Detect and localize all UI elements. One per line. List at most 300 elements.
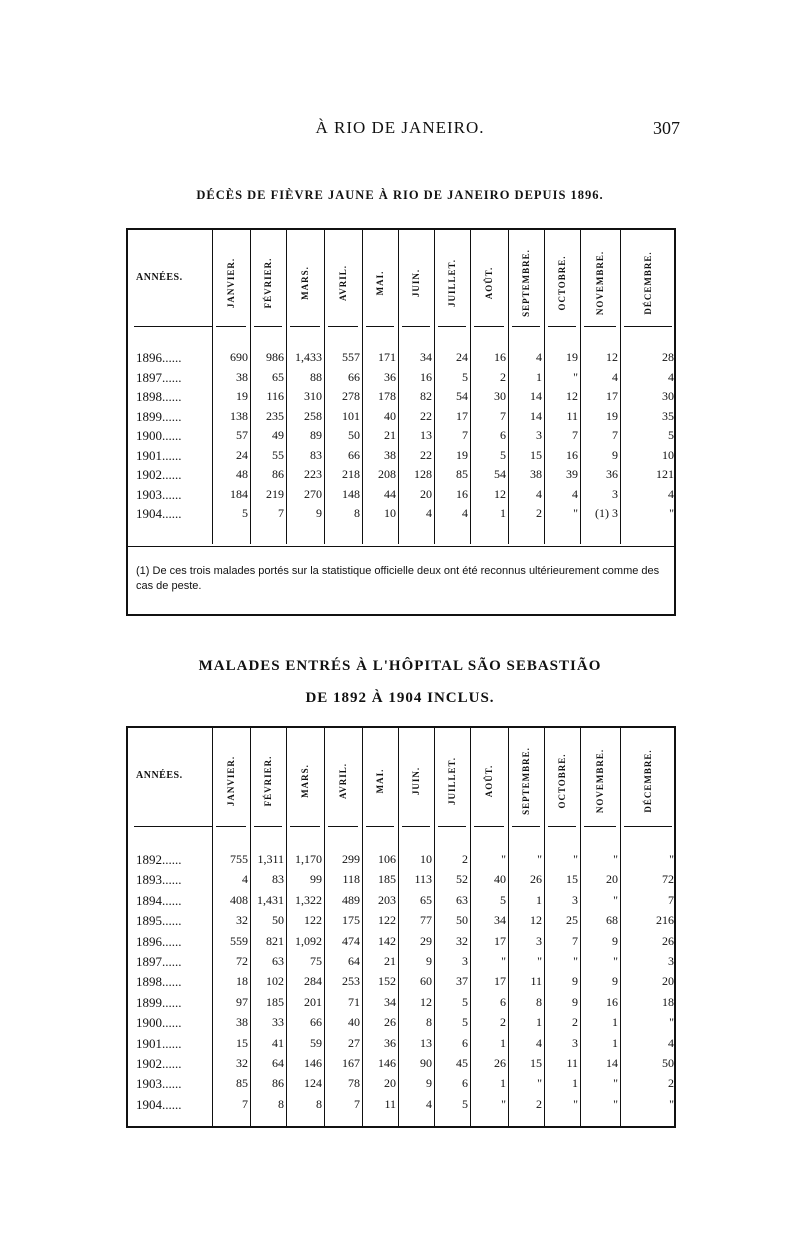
table-cell: 12 bbox=[530, 913, 542, 928]
table-cell: 75 bbox=[310, 954, 322, 968]
month-header-label: SEPTEMBRE. bbox=[521, 746, 531, 815]
table-cell: " bbox=[613, 1096, 618, 1111]
table-cell: 1,170 bbox=[295, 852, 322, 866]
table-cell: 284 bbox=[304, 974, 322, 989]
table-cell: 50 bbox=[272, 913, 284, 928]
table-row bbox=[128, 913, 678, 933]
table-cell: 203 bbox=[378, 892, 396, 907]
table-cell: 3 bbox=[572, 1035, 578, 1050]
table-cell: " bbox=[669, 1015, 674, 1030]
table-cell: " bbox=[501, 1096, 506, 1111]
table-cell: 122 bbox=[378, 913, 396, 928]
table2-caption-line2: DE 1892 À 1904 INCLUS. bbox=[305, 690, 495, 706]
month-header-label: JANVIER. bbox=[226, 257, 236, 308]
table-cell: 489 bbox=[342, 892, 360, 907]
table-cell: 15 bbox=[530, 1056, 542, 1070]
table-cell: 121 bbox=[656, 467, 674, 481]
table-cell: 66 bbox=[348, 447, 360, 462]
table-cell: 3 bbox=[536, 933, 542, 948]
table-cell: 12 bbox=[606, 350, 618, 364]
table-cell: 50 bbox=[456, 913, 468, 928]
table-cell: 21 bbox=[384, 428, 396, 442]
header-rule bbox=[366, 826, 394, 827]
table-row bbox=[128, 350, 678, 370]
table-cell: 8 bbox=[354, 506, 360, 520]
month-header-label: FÉVRIER. bbox=[263, 257, 273, 308]
table-cell: 310 bbox=[304, 389, 322, 403]
table-cell: 26 bbox=[662, 933, 674, 948]
table-cell: 299 bbox=[342, 852, 360, 866]
table-cell: 21 bbox=[384, 954, 396, 968]
table-cell: 8 bbox=[536, 994, 542, 1009]
table-cell: 7 bbox=[612, 428, 618, 442]
table-cell: 4 bbox=[668, 1035, 674, 1050]
table-cell: 4 bbox=[668, 486, 674, 501]
table-cell: 185 bbox=[266, 994, 284, 1009]
header-rule bbox=[402, 826, 430, 827]
table-cell: 40 bbox=[348, 1015, 360, 1030]
table-cell: " bbox=[669, 506, 674, 520]
table-cell: 15 bbox=[530, 447, 542, 462]
table-cell: 4 bbox=[426, 506, 432, 520]
table-cell: 32 bbox=[456, 933, 468, 948]
table-cell: 35 bbox=[662, 408, 674, 423]
table-cell: 7 bbox=[572, 428, 578, 442]
table-cell: 1 bbox=[612, 1015, 618, 1030]
table-cell: 90 bbox=[420, 1056, 432, 1070]
month-header-label: MARS. bbox=[300, 265, 310, 300]
table-cell: 17 bbox=[456, 408, 468, 423]
header-rule bbox=[134, 326, 212, 327]
row-year: 1900...... bbox=[136, 428, 182, 443]
row-year: 1898...... bbox=[136, 974, 182, 990]
table-cell: " bbox=[613, 954, 618, 968]
table-cell: 138 bbox=[230, 408, 248, 423]
month-header-label: AVRIL. bbox=[338, 762, 348, 799]
month-header-label: MAI. bbox=[375, 768, 385, 793]
month-header-label: FÉVRIER. bbox=[263, 755, 273, 806]
table-cell: 6 bbox=[462, 1076, 468, 1091]
month-header-label: NOVEMBRE. bbox=[595, 250, 605, 315]
table-cell: " bbox=[573, 1096, 578, 1111]
deaths-table bbox=[126, 228, 676, 616]
header-rule bbox=[328, 826, 358, 827]
header-rule bbox=[216, 326, 246, 327]
month-header bbox=[253, 733, 283, 828]
table-cell: 474 bbox=[342, 933, 360, 948]
row-year: 1904...... bbox=[136, 506, 182, 521]
table-cell: 559 bbox=[230, 933, 248, 948]
table-cell: 9 bbox=[612, 933, 618, 948]
table-cell: 36 bbox=[384, 1035, 396, 1050]
month-header-label: MARS. bbox=[300, 763, 310, 798]
row-year: 1896...... bbox=[136, 933, 182, 949]
table-cell: 19 bbox=[456, 447, 468, 462]
table-cell: 20 bbox=[384, 1076, 396, 1091]
table-cell: " bbox=[501, 954, 506, 968]
month-header bbox=[216, 733, 246, 828]
table-cell: 54 bbox=[456, 389, 468, 403]
table-cell: 36 bbox=[606, 467, 618, 481]
month-header-label: JANVIER. bbox=[226, 755, 236, 806]
table-cell: 3 bbox=[572, 892, 578, 907]
table-cell: 408 bbox=[230, 892, 248, 907]
table-cell: 258 bbox=[304, 408, 322, 423]
table-cell: 101 bbox=[342, 408, 360, 423]
month-header bbox=[585, 733, 615, 828]
table-cell: 986 bbox=[266, 350, 284, 364]
table-cell: 86 bbox=[272, 1076, 284, 1091]
table-cell: 4 bbox=[536, 350, 542, 364]
row-year: 1896...... bbox=[136, 350, 182, 365]
table-cell: 33 bbox=[272, 1015, 284, 1030]
table-cell: 102 bbox=[266, 974, 284, 989]
table-cell: 41 bbox=[272, 1035, 284, 1050]
table-cell: 1 bbox=[612, 1035, 618, 1050]
table-cell: 7 bbox=[500, 408, 506, 423]
month-header bbox=[547, 733, 577, 828]
table-cell: 7 bbox=[278, 506, 284, 520]
table-row bbox=[128, 1015, 678, 1035]
table-cell: 40 bbox=[384, 408, 396, 423]
row-year: 1902...... bbox=[136, 467, 182, 482]
table-cell: 11 bbox=[384, 1096, 396, 1111]
table-cell: 17 bbox=[494, 974, 506, 989]
month-header bbox=[437, 733, 467, 828]
month-header bbox=[365, 733, 395, 828]
table-cell: 1 bbox=[572, 1076, 578, 1091]
table-cell: 201 bbox=[304, 994, 322, 1009]
footnote-divider bbox=[128, 546, 674, 547]
header-rule bbox=[366, 326, 394, 327]
table-cell: 34 bbox=[420, 350, 432, 364]
table-cell: 57 bbox=[236, 428, 248, 442]
table-cell: 45 bbox=[456, 1056, 468, 1070]
table-cell: 64 bbox=[348, 954, 360, 968]
table-cell: 208 bbox=[378, 467, 396, 481]
table-cell: 557 bbox=[342, 350, 360, 364]
table-row bbox=[128, 934, 678, 954]
table-cell: 13 bbox=[420, 428, 432, 442]
table-row bbox=[128, 1097, 678, 1117]
table-cell: 89 bbox=[310, 428, 322, 442]
table-cell: 8 bbox=[278, 1096, 284, 1111]
table-cell: 50 bbox=[662, 1056, 674, 1070]
table-row bbox=[128, 370, 678, 390]
table-cell: 1 bbox=[500, 1076, 506, 1091]
table-cell: " bbox=[613, 892, 618, 907]
table-cell: 223 bbox=[304, 467, 322, 481]
table-cell: 4 bbox=[426, 1096, 432, 1111]
table-cell: 14 bbox=[606, 1056, 618, 1070]
table-cell: 29 bbox=[420, 933, 432, 948]
table-cell: 4 bbox=[242, 872, 248, 887]
table-cell: 113 bbox=[414, 872, 432, 887]
table-cell: 38 bbox=[236, 1015, 248, 1030]
table-cell: 85 bbox=[236, 1076, 248, 1091]
table-cell: 50 bbox=[348, 428, 360, 442]
row-year: 1899...... bbox=[136, 408, 182, 424]
table-cell: 3 bbox=[612, 486, 618, 501]
row-year: 1900...... bbox=[136, 1015, 182, 1031]
header-rule bbox=[438, 826, 466, 827]
table-cell: 20 bbox=[662, 974, 674, 989]
table-cell: 118 bbox=[342, 872, 360, 887]
table-cell: 37 bbox=[456, 974, 468, 989]
table-cell: 178 bbox=[378, 389, 396, 403]
table-cell: 128 bbox=[414, 467, 432, 481]
table-cell: 52 bbox=[456, 872, 468, 887]
table-cell: 16 bbox=[606, 994, 618, 1009]
month-header-label: DÉCEMBRE. bbox=[643, 748, 653, 813]
table-cell: 30 bbox=[494, 389, 506, 403]
table-cell: 25 bbox=[566, 913, 578, 928]
table-cell: 2 bbox=[462, 852, 468, 866]
table-cell: 1 bbox=[500, 506, 506, 520]
table-cell: 253 bbox=[342, 974, 360, 989]
table-cell: 30 bbox=[662, 389, 674, 403]
header-rule bbox=[216, 826, 246, 827]
table-cell: 8 bbox=[316, 1096, 322, 1111]
month-header bbox=[474, 733, 504, 828]
table-cell: 270 bbox=[304, 486, 322, 501]
table-cell: 66 bbox=[310, 1015, 322, 1030]
month-header bbox=[585, 235, 615, 330]
month-header bbox=[437, 235, 467, 330]
table-row bbox=[128, 974, 678, 994]
table-cell: 6 bbox=[462, 1035, 468, 1050]
table-cell: 185 bbox=[378, 872, 396, 887]
table-cell: 20 bbox=[420, 486, 432, 501]
table-cell: " bbox=[573, 954, 578, 968]
table-cell: 218 bbox=[342, 467, 360, 481]
table-cell: 10 bbox=[420, 852, 432, 866]
table-cell: 11 bbox=[566, 408, 578, 423]
row-year: 1903...... bbox=[136, 1076, 182, 1092]
month-header-label: SEPTEMBRE. bbox=[521, 248, 531, 317]
table-cell: 5 bbox=[462, 369, 468, 384]
table-cell: 171 bbox=[378, 350, 396, 364]
table-row bbox=[128, 448, 678, 468]
table-cell: 690 bbox=[230, 350, 248, 364]
table-row bbox=[128, 995, 678, 1015]
table2-caption-line1: MALADES ENTRÉS À L'HÔPITAL SÃO SEBASTIÃO bbox=[198, 658, 602, 674]
month-header bbox=[328, 733, 358, 828]
table-cell: 72 bbox=[662, 872, 674, 887]
month-header bbox=[547, 235, 577, 330]
header-rule bbox=[624, 326, 672, 327]
month-header-label: JUIN. bbox=[411, 268, 421, 297]
table-cell: 11 bbox=[530, 974, 542, 989]
header-rule bbox=[402, 326, 430, 327]
table-cell: 71 bbox=[348, 994, 360, 1009]
header-rule bbox=[584, 326, 616, 327]
table-row bbox=[128, 428, 678, 448]
month-header-label: AOÛT. bbox=[484, 266, 494, 299]
table-cell: 26 bbox=[530, 872, 542, 887]
table-cell: 78 bbox=[348, 1076, 360, 1091]
header-rule bbox=[624, 826, 672, 827]
table-cell: 2 bbox=[668, 1076, 674, 1091]
table-cell: 235 bbox=[266, 408, 284, 423]
row-year: 1894...... bbox=[136, 892, 182, 908]
table-cell: 16 bbox=[456, 486, 468, 501]
table-cell: 1,092 bbox=[295, 933, 322, 948]
table-cell: 97 bbox=[236, 994, 248, 1009]
table-cell: 5 bbox=[500, 892, 506, 907]
table-cell: " bbox=[613, 1076, 618, 1091]
table-cell: 8 bbox=[426, 1015, 432, 1030]
row-year: 1899...... bbox=[136, 994, 182, 1010]
row-year: 1897...... bbox=[136, 369, 182, 385]
table-cell: 18 bbox=[236, 974, 248, 989]
table-cell: 38 bbox=[530, 467, 542, 481]
month-header-label: JUILLET. bbox=[447, 258, 457, 307]
table-cell: 9 bbox=[426, 954, 432, 968]
header-rule bbox=[290, 826, 320, 827]
table-cell: 24 bbox=[456, 350, 468, 364]
table-cell: 4 bbox=[612, 369, 618, 384]
table-cell: 4 bbox=[668, 369, 674, 384]
table-cell: 2 bbox=[500, 1015, 506, 1030]
table-cell: 16 bbox=[566, 447, 578, 462]
table-cell: 5 bbox=[462, 1015, 468, 1030]
table-cell: 24 bbox=[236, 447, 248, 462]
table-cell: 82 bbox=[420, 389, 432, 403]
table-cell: 7 bbox=[354, 1096, 360, 1111]
month-header bbox=[633, 235, 663, 330]
table-cell: " bbox=[501, 852, 506, 866]
table-row bbox=[128, 954, 678, 974]
table-cell: 12 bbox=[494, 486, 506, 501]
table-cell: 146 bbox=[304, 1056, 322, 1070]
table-cell: 44 bbox=[384, 486, 396, 501]
table-cell: 20 bbox=[606, 872, 618, 887]
table-cell: 36 bbox=[384, 369, 396, 384]
header-rule bbox=[438, 326, 466, 327]
table-cell: 216 bbox=[656, 913, 674, 928]
table-cell: 1 bbox=[500, 1035, 506, 1050]
table-cell: 34 bbox=[384, 994, 396, 1009]
table-cell: 2 bbox=[500, 369, 506, 384]
month-header-label: OCTOBRE. bbox=[557, 752, 567, 809]
month-header bbox=[401, 733, 431, 828]
header-rule bbox=[290, 326, 320, 327]
table-cell: " bbox=[573, 369, 578, 384]
running-title: À RIO DE JANEIRO. bbox=[315, 118, 485, 137]
month-header-label: MAI. bbox=[375, 270, 385, 295]
table-cell: 2 bbox=[536, 1096, 542, 1111]
month-header-label: DÉCEMBRE. bbox=[643, 250, 653, 315]
table-row bbox=[128, 1036, 678, 1056]
table-cell: 11 bbox=[566, 1056, 578, 1070]
table-cell: 38 bbox=[384, 447, 396, 462]
table-cell: 26 bbox=[384, 1015, 396, 1030]
header-rule bbox=[512, 326, 540, 327]
table-cell: 1 bbox=[536, 892, 542, 907]
table-cell: 1,311 bbox=[257, 852, 284, 866]
table-row bbox=[128, 467, 678, 487]
table-cell: 14 bbox=[530, 389, 542, 403]
table-cell: 7 bbox=[572, 933, 578, 948]
table-cell: 1 bbox=[536, 1015, 542, 1030]
row-year: 1892...... bbox=[136, 852, 182, 867]
table-cell: 16 bbox=[420, 369, 432, 384]
table-cell: 9 bbox=[316, 506, 322, 520]
table-cell: 146 bbox=[378, 1056, 396, 1070]
header-rule bbox=[548, 826, 576, 827]
row-year: 1901...... bbox=[136, 1035, 182, 1051]
table-cell: 59 bbox=[310, 1035, 322, 1050]
table-cell: 4 bbox=[536, 1035, 542, 1050]
table-cell: 19 bbox=[606, 408, 618, 423]
table-cell: 15 bbox=[236, 1035, 248, 1050]
table-cell: 4 bbox=[572, 486, 578, 501]
table-cell: 2 bbox=[536, 506, 542, 520]
table-cell: 64 bbox=[272, 1056, 284, 1070]
page-number: 307 bbox=[653, 118, 680, 138]
row-year: 1895...... bbox=[136, 913, 182, 929]
table-cell: 65 bbox=[420, 892, 432, 907]
table-cell: " bbox=[669, 852, 674, 866]
table-cell: 9 bbox=[426, 1076, 432, 1091]
table1-caption: DÉCÈS DE FIÈVRE JAUNE À RIO DE JANEIRO DEPUIS 1896. bbox=[196, 188, 604, 202]
table-cell: 26 bbox=[494, 1056, 506, 1070]
table-cell: 6 bbox=[500, 428, 506, 442]
month-header bbox=[328, 235, 358, 330]
table-cell: 152 bbox=[378, 974, 396, 989]
table-row bbox=[128, 872, 678, 892]
table-cell: 65 bbox=[272, 369, 284, 384]
table-cell: 219 bbox=[266, 486, 284, 501]
table-cell: 116 bbox=[266, 389, 284, 403]
table-row bbox=[128, 1056, 678, 1076]
table-cell: 122 bbox=[304, 913, 322, 928]
table-cell: 106 bbox=[378, 852, 396, 866]
table-cell: " bbox=[537, 1076, 542, 1091]
table-row bbox=[128, 409, 678, 429]
year-column-header: ANNÉES. bbox=[136, 770, 183, 781]
table-cell: 86 bbox=[272, 467, 284, 481]
table-cell: 54 bbox=[494, 467, 506, 481]
table-cell: 5 bbox=[462, 1096, 468, 1111]
table-cell: 9 bbox=[612, 447, 618, 462]
row-year: 1904...... bbox=[136, 1096, 182, 1112]
table-cell: 5 bbox=[668, 428, 674, 442]
header-rule bbox=[474, 326, 504, 327]
month-header bbox=[365, 235, 395, 330]
table-cell: 13 bbox=[420, 1035, 432, 1050]
table-cell: 32 bbox=[236, 913, 248, 928]
table-cell: 7 bbox=[668, 892, 674, 907]
table-cell: 18 bbox=[662, 994, 674, 1009]
header-rule bbox=[584, 826, 616, 827]
table-cell: 49 bbox=[272, 428, 284, 442]
table-cell: 77 bbox=[420, 913, 432, 928]
month-header bbox=[511, 733, 541, 828]
table-cell: " bbox=[573, 852, 578, 866]
table-row bbox=[128, 893, 678, 913]
table-cell: 10 bbox=[662, 447, 674, 462]
table-cell: 142 bbox=[378, 933, 396, 948]
month-header bbox=[290, 733, 320, 828]
table-cell: 55 bbox=[272, 447, 284, 462]
table-cell: 821 bbox=[266, 933, 284, 948]
row-year: 1897...... bbox=[136, 954, 182, 969]
table-cell: 68 bbox=[606, 913, 618, 928]
month-header-label: NOVEMBRE. bbox=[595, 748, 605, 813]
table-cell: " bbox=[537, 954, 542, 968]
